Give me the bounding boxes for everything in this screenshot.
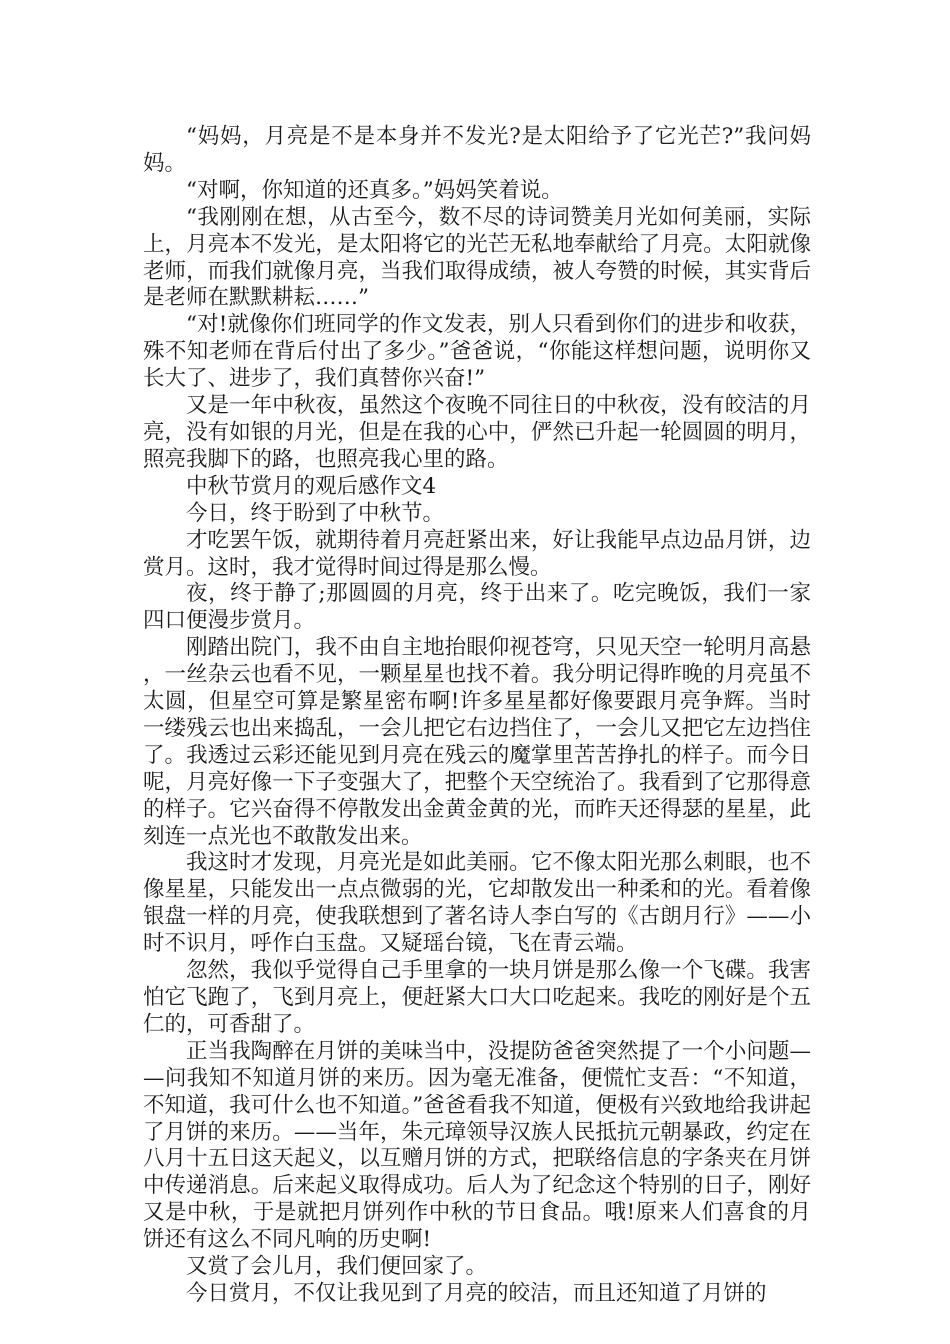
paragraph: 又赏了会儿月，我们便回家了。 [186,1254,488,1280]
paragraph: 正当我陶醉在月饼的美味当中，没提防爸爸突然提了一个小问题——问我知不知道月饼的来历。因为毫无准备，便慌忙支吾：“不知道，不知道，我可什么也不知道。”爸爸看我不知道，便极有兴致地给我讲起了月饼的来历。——当年，朱元璋领导汉族人民抵抗元朝暴政，约定在八月十五日这天起义，以互赠月饼的方式，把联络信息的字条夹在月饼中传递消息。后来起义取得成功。后人为了纪念这个特别的日子，刚好又是中秋，于是就把月饼列作中秋的节日食品。哦!原来人们喜食的月饼还有这么不同凡响的历史啊! [143,1038,811,1253]
paragraph: 夜，终于静了;那圆圆的月亮，终于出来了。吃完晚饭，我们一家四口便漫步赏月。 [143,581,811,634]
document-body [143,124,811,1308]
paragraph: 刚踏出院门，我不由自主地抬眼仰视苍穹，只见天空一轮明月高悬，一丝杂云也看不见，一颗星星也找不着。我分明记得昨晚的月亮虽不太圆，但星空可算是繁星密布啊!许多星星都好像要跟月亮争辉。当时一缕残云也出来捣乱，一会儿把它右边挡住了，一会儿又把它左边挡住了。我透过云彩还能见到月亮在残云的魔掌里苦苦挣扎的样子。而今日呢，月亮好像一下子变强大了，把整个天空统治了。我看到了它那得意的样子。它兴奋得不停散发出金黄金黄的光，而昨天还得瑟的星星，此刻连一点光也不敢散发出来。 [143,635,811,849]
paragraph: 今日赏月，不仅让我见到了月亮的皎洁，而且还知道了月饼的 [186,1280,767,1306]
paragraph: 又是一年中秋夜，虽然这个夜晚不同往日的中秋夜，没有皎洁的月亮，没有如银的月光，但是在我的心中，俨然已升起一轮圆圆的明月，照亮我脚下的路，也照亮我心里的路。 [143,393,811,472]
paragraph: 才吃罢午饭，就期待着月亮赶紧出来，好让我能早点边品月饼，边赏月。这时，我才觉得时间过得是那么慢。 [143,527,811,580]
paragraph: “对!就像你们班同学的作文发表，别人只看到你们的进步和收获，殊不知老师在背后付出了多少。”爸爸说，“你能这样想问题，说明你又长大了、进步了，我们真替你兴奋!” [143,312,811,392]
paragraph: “对啊，你知道的还真多。”妈妈笑着说。 [186,177,563,203]
paragraph: “我刚刚在想，从古至今，数不尽的诗词赞美月光如何美丽，实际上，月亮本不发光，是太阳将它的光芒无私地奉献给了月亮。太阳就像老师，而我们就像月亮，当我们取得成绩，被人夸赞的时候，其实背后是老师在默默耕耘……” [143,204,811,311]
paragraph: “妈妈，月亮是不是本身并不发光?是太阳给予了它光芒?”我问妈妈。 [143,124,811,176]
paragraph: 我这时才发现，月亮光是如此美丽。它不像太阳光那么刺眼，也不像星星，只能发出一点点微弱的光，它却散发出一种柔和的光。看着像银盘一样的月亮，使我联想到了著名诗人李白写的《古朗月行》——小时不识月，呼作白玉盘。又疑瑶台镜，飞在青云端。 [143,850,811,957]
section-heading: 中秋节赏月的观后感作文4 [186,473,437,499]
paragraph: 忽然，我似乎觉得自己手里拿的一块月饼是那么像一个飞碟。我害怕它飞跑了，飞到月亮上，便赶紧大口大口吃起来。我吃的刚好是个五仁的，可香甜了。 [143,958,811,1037]
paragraph: 今日，终于盼到了中秋节。 [186,500,445,526]
